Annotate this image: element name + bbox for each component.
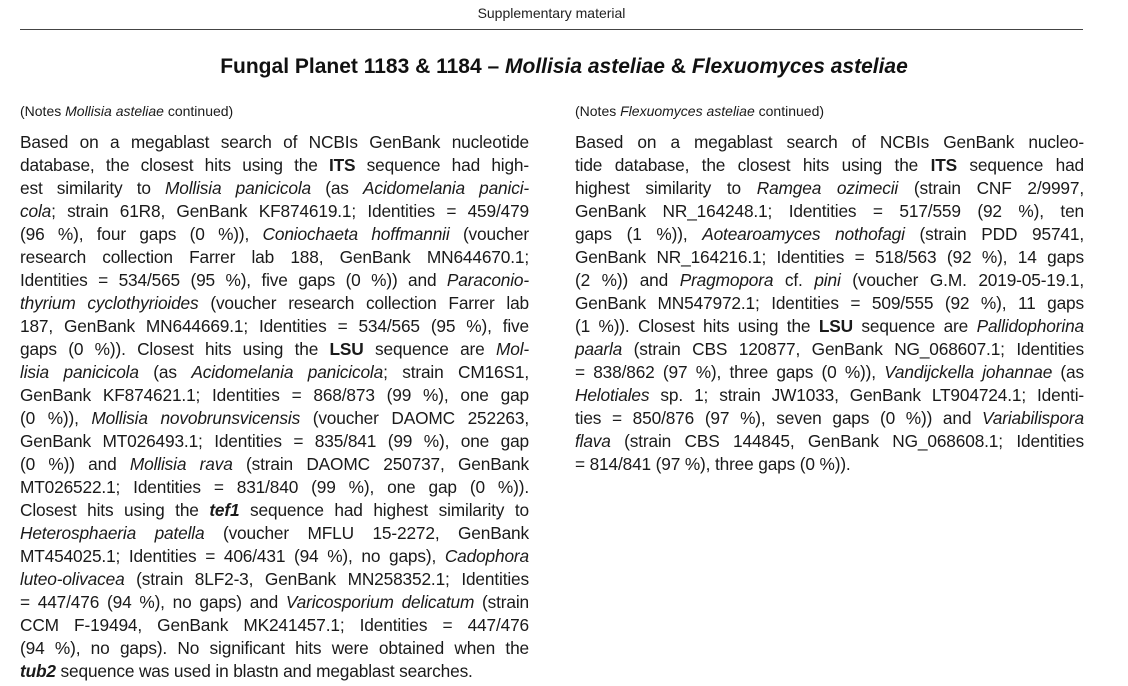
text-line: (0 %)), Mollisia novobrunsvicensis (voucher DAOMC 252263, xyxy=(20,408,529,428)
page-header xyxy=(20,0,1083,30)
text-line: = 814/841 (97 %), three gaps (0 %)). xyxy=(575,454,851,474)
text-line: research collection Farrer lab 188, GenBank MN644670.1; xyxy=(20,247,529,267)
text-line: CCM F-19494, GenBank MK241457.1; Identities = 447/476 xyxy=(20,615,529,635)
text-line: luteo-olivacea (strain 8LF2-3, GenBank MN258352.1; Identities xyxy=(20,569,529,589)
text-line: gaps (0 %)). Closest hits using the LSU sequence are Mol- xyxy=(20,339,529,359)
text-line: Heterosphaeria patella (voucher MFLU 15-2272, GenBank xyxy=(20,523,529,543)
text-line: (1 %)). Closest hits using the LSU sequence are Pallidophorina xyxy=(575,316,1084,336)
title-ampersand: & xyxy=(670,55,686,78)
text-line: tide database, the closest hits using the ITS sequence had xyxy=(575,155,1084,175)
text-line: flava (strain CBS 144845, GenBank NG_068608.1; Identities xyxy=(575,431,1084,451)
text-line: GenBank MT026493.1; Identities = 835/841 (99 %), one gap xyxy=(20,431,529,451)
text-line: Based on a megablast search of NCBIs GenBank nucleotide xyxy=(20,132,529,152)
text-line: est similarity to Mollisia panicicola (as Acidomelania panici- xyxy=(20,178,529,198)
note-close: continued) xyxy=(167,103,234,119)
left-column xyxy=(20,102,529,683)
text-line: GenBank MN547972.1; Identities = 509/555 (92 %), 11 gaps xyxy=(575,293,1084,313)
note-close: continued) xyxy=(758,103,825,119)
left-note-heading xyxy=(20,102,529,120)
text-line: tub2 sequence was used in blastn and megablast searches. xyxy=(20,661,473,681)
note-species: Flexuomyces asteliae xyxy=(620,103,755,119)
text-line: Helotiales sp. 1; strain JW1033, GenBank LT904724.1; Identi- xyxy=(575,385,1084,405)
text-line: cola; strain 61R8, GenBank KF874619.1; Identities = 459/479 xyxy=(20,201,529,221)
text-line: (2 %)) and Pragmopora cf. pini (voucher G.M. 2019-05-19.1, xyxy=(575,270,1084,290)
text-line: GenBank NR_164248.1; Identities = 517/559 (92 %), ten xyxy=(575,201,1084,221)
text-line: MT026522.1; Identities = 831/840 (99 %), one gap (0 %)). xyxy=(20,477,529,497)
text-line: Closest hits using the tef1 sequence had highest similarity to xyxy=(20,500,529,520)
text-line: (0 %)) and Mollisia rava (strain DAOMC 250737, GenBank xyxy=(20,454,530,474)
right-body-text xyxy=(575,131,1084,476)
page-title xyxy=(0,55,1128,79)
right-column xyxy=(575,102,1084,476)
header-label: Supplementary material xyxy=(477,5,626,21)
title-species-1: Mollisia asteliae xyxy=(505,55,665,78)
text-line: MT454025.1; Identities = 406/431 (94 %), no gaps), Cadophora xyxy=(20,546,529,566)
text-line: gaps (1 %)), Aotearoamyces nothofagi (strain PDD 95741, xyxy=(575,224,1084,244)
left-body-text xyxy=(20,131,529,683)
text-line: GenBank KF874621.1; Identities = 868/873 (99 %), one gap xyxy=(20,385,529,405)
text-line: highest similarity to Ramgea ozimecii (strain CNF 2/9997, xyxy=(575,178,1084,198)
note-species: Mollisia asteliae xyxy=(65,103,164,119)
note-open: (Notes xyxy=(20,103,62,119)
text-line: Identities = 534/565 (95 %), five gaps (0 %)) and Paraconio- xyxy=(20,270,529,290)
right-note-heading xyxy=(575,102,1084,120)
note-open: (Notes xyxy=(575,103,617,119)
text-line: = 838/862 (97 %), three gaps (0 %)), Vandijckella johannae (as xyxy=(575,362,1084,382)
text-line: database, the closest hits using the ITS sequence had high- xyxy=(20,155,529,175)
text-line: ties = 850/876 (97 %), seven gaps (0 %)) and Variabilispora xyxy=(575,408,1084,428)
text-line: thyrium cyclothyrioides (voucher research collection Farrer lab xyxy=(20,293,529,313)
title-prefix: Fungal Planet 1183 & 1184 – xyxy=(220,55,500,78)
text-line: paarla (strain CBS 120877, GenBank NG_068607.1; Identities xyxy=(575,339,1084,359)
text-line: (96 %), four gaps (0 %)), Coniochaeta hoffmannii (voucher xyxy=(20,224,529,244)
text-line: lisia panicicola (as Acidomelania panicicola; strain CM16S1, xyxy=(20,362,530,382)
text-line: 187, GenBank MN644669.1; Identities = 534/565 (95 %), five xyxy=(20,316,529,336)
title-species-2: Flexuomyces asteliae xyxy=(691,55,908,78)
text-line: (94 %), no gaps). No significant hits were obtained when the xyxy=(20,638,529,658)
text-line: Based on a megablast search of NCBIs GenBank nucleo- xyxy=(575,132,1084,152)
text-line: GenBank NR_164216.1; Identities = 518/563 (92 %), 14 gaps xyxy=(575,247,1084,267)
text-line: = 447/476 (94 %), no gaps) and Varicosporium delicatum (strain xyxy=(20,592,529,612)
